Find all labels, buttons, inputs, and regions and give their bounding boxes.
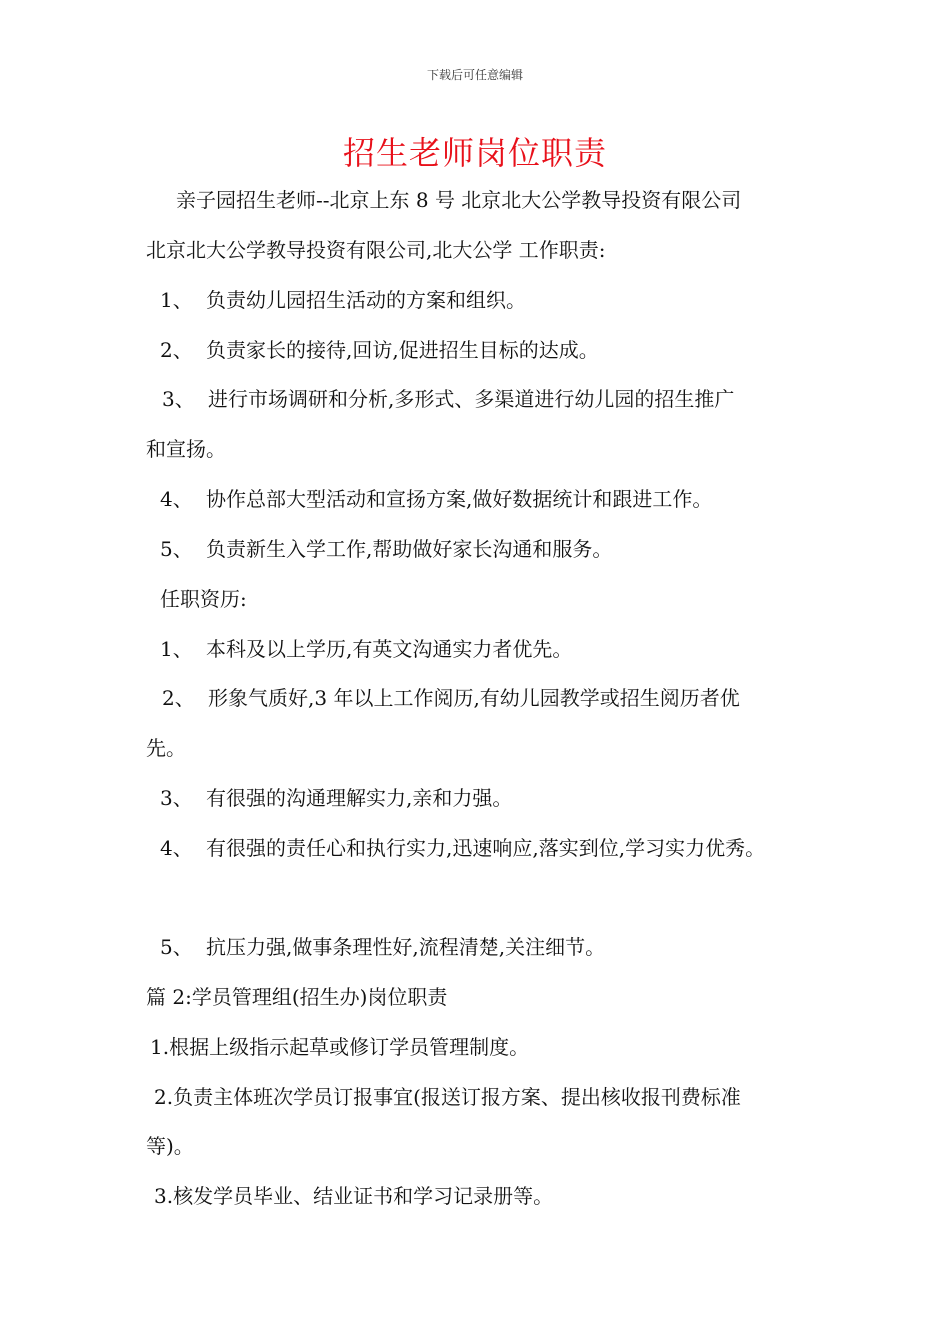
duty-number: 3、 [162,387,195,411]
duty-text: 负责新生入学工作,帮助做好家长沟通和服务。 [206,537,613,561]
duty-number: 4、 [160,487,193,511]
duty-item [162,385,734,413]
qualification-number: 2、 [162,686,195,710]
duty-item [160,336,599,364]
section-2-continuation: 等)。 [146,1134,194,1158]
duty-continuation: 和宣扬。 [146,437,226,461]
section-2-item: 3.核发学员毕业、结业证书和学习记录册等。 [154,1184,554,1208]
qualification-text: 抗压力强,做事条理性好,流程清楚,关注细节。 [206,935,606,959]
qualification-number: 1、 [160,637,193,661]
qualification-text: 有很强的沟通理解实力,亲和力强。 [206,786,513,810]
page-title: 招生老师岗位职责 [342,134,607,172]
duty-item [160,286,526,314]
qualification-number: 4、 [160,836,193,860]
duty-text: 进行市场调研和分析,多形式、多渠道进行幼儿园的招生推广 [208,387,735,411]
qualification-heading: 任职资历: [160,587,247,611]
section-2-heading: 篇 2:学员管理组(招生办)岗位职责 [146,985,448,1009]
duty-text: 协作总部大型活动和宣扬方案,做好数据统计和跟进工作。 [206,487,713,511]
intro-line-1: 亲子园招生老师--北京上东 8 号 北京北大公学教导投资有限公司 [176,188,742,212]
qualification-item [160,834,765,862]
qualification-item [160,635,572,663]
header-note: 下载后可任意编辑 [426,68,523,82]
duty-number: 1、 [160,288,193,312]
section-2-item: 2.负责主体班次学员订报事宜(报送订报方案、提出核收报刊费标准 [154,1085,741,1109]
duty-text: 负责家长的接待,回访,促进招生目标的达成。 [206,338,599,362]
duty-item [160,485,712,513]
qualification-number: 5、 [160,935,193,959]
qualification-item [160,784,512,812]
duty-number: 2、 [160,338,193,362]
qualification-text: 形象气质好,3 年以上工作阅历,有幼儿园教学或招生阅历者优 [208,686,740,710]
duty-item [160,535,612,563]
qualification-item [160,933,605,961]
qualification-item [162,684,740,712]
qualification-text: 有很强的责任心和执行实力,迅速响应,落实到位,学习实力优秀。 [206,836,766,860]
section-2-item: 1.根据上级指示起草或修订学员管理制度。 [150,1035,530,1059]
duty-text: 负责幼儿园招生活动的方案和组织。 [206,288,526,312]
qualification-number: 3、 [160,786,193,810]
duty-number: 5、 [160,537,193,561]
qualification-text: 本科及以上学历,有英文沟通实力者优先。 [206,637,573,661]
qualification-continuation: 先。 [146,736,186,760]
intro-line-2: 北京北大公学教导投资有限公司,北大公学 工作职责: [146,238,606,262]
